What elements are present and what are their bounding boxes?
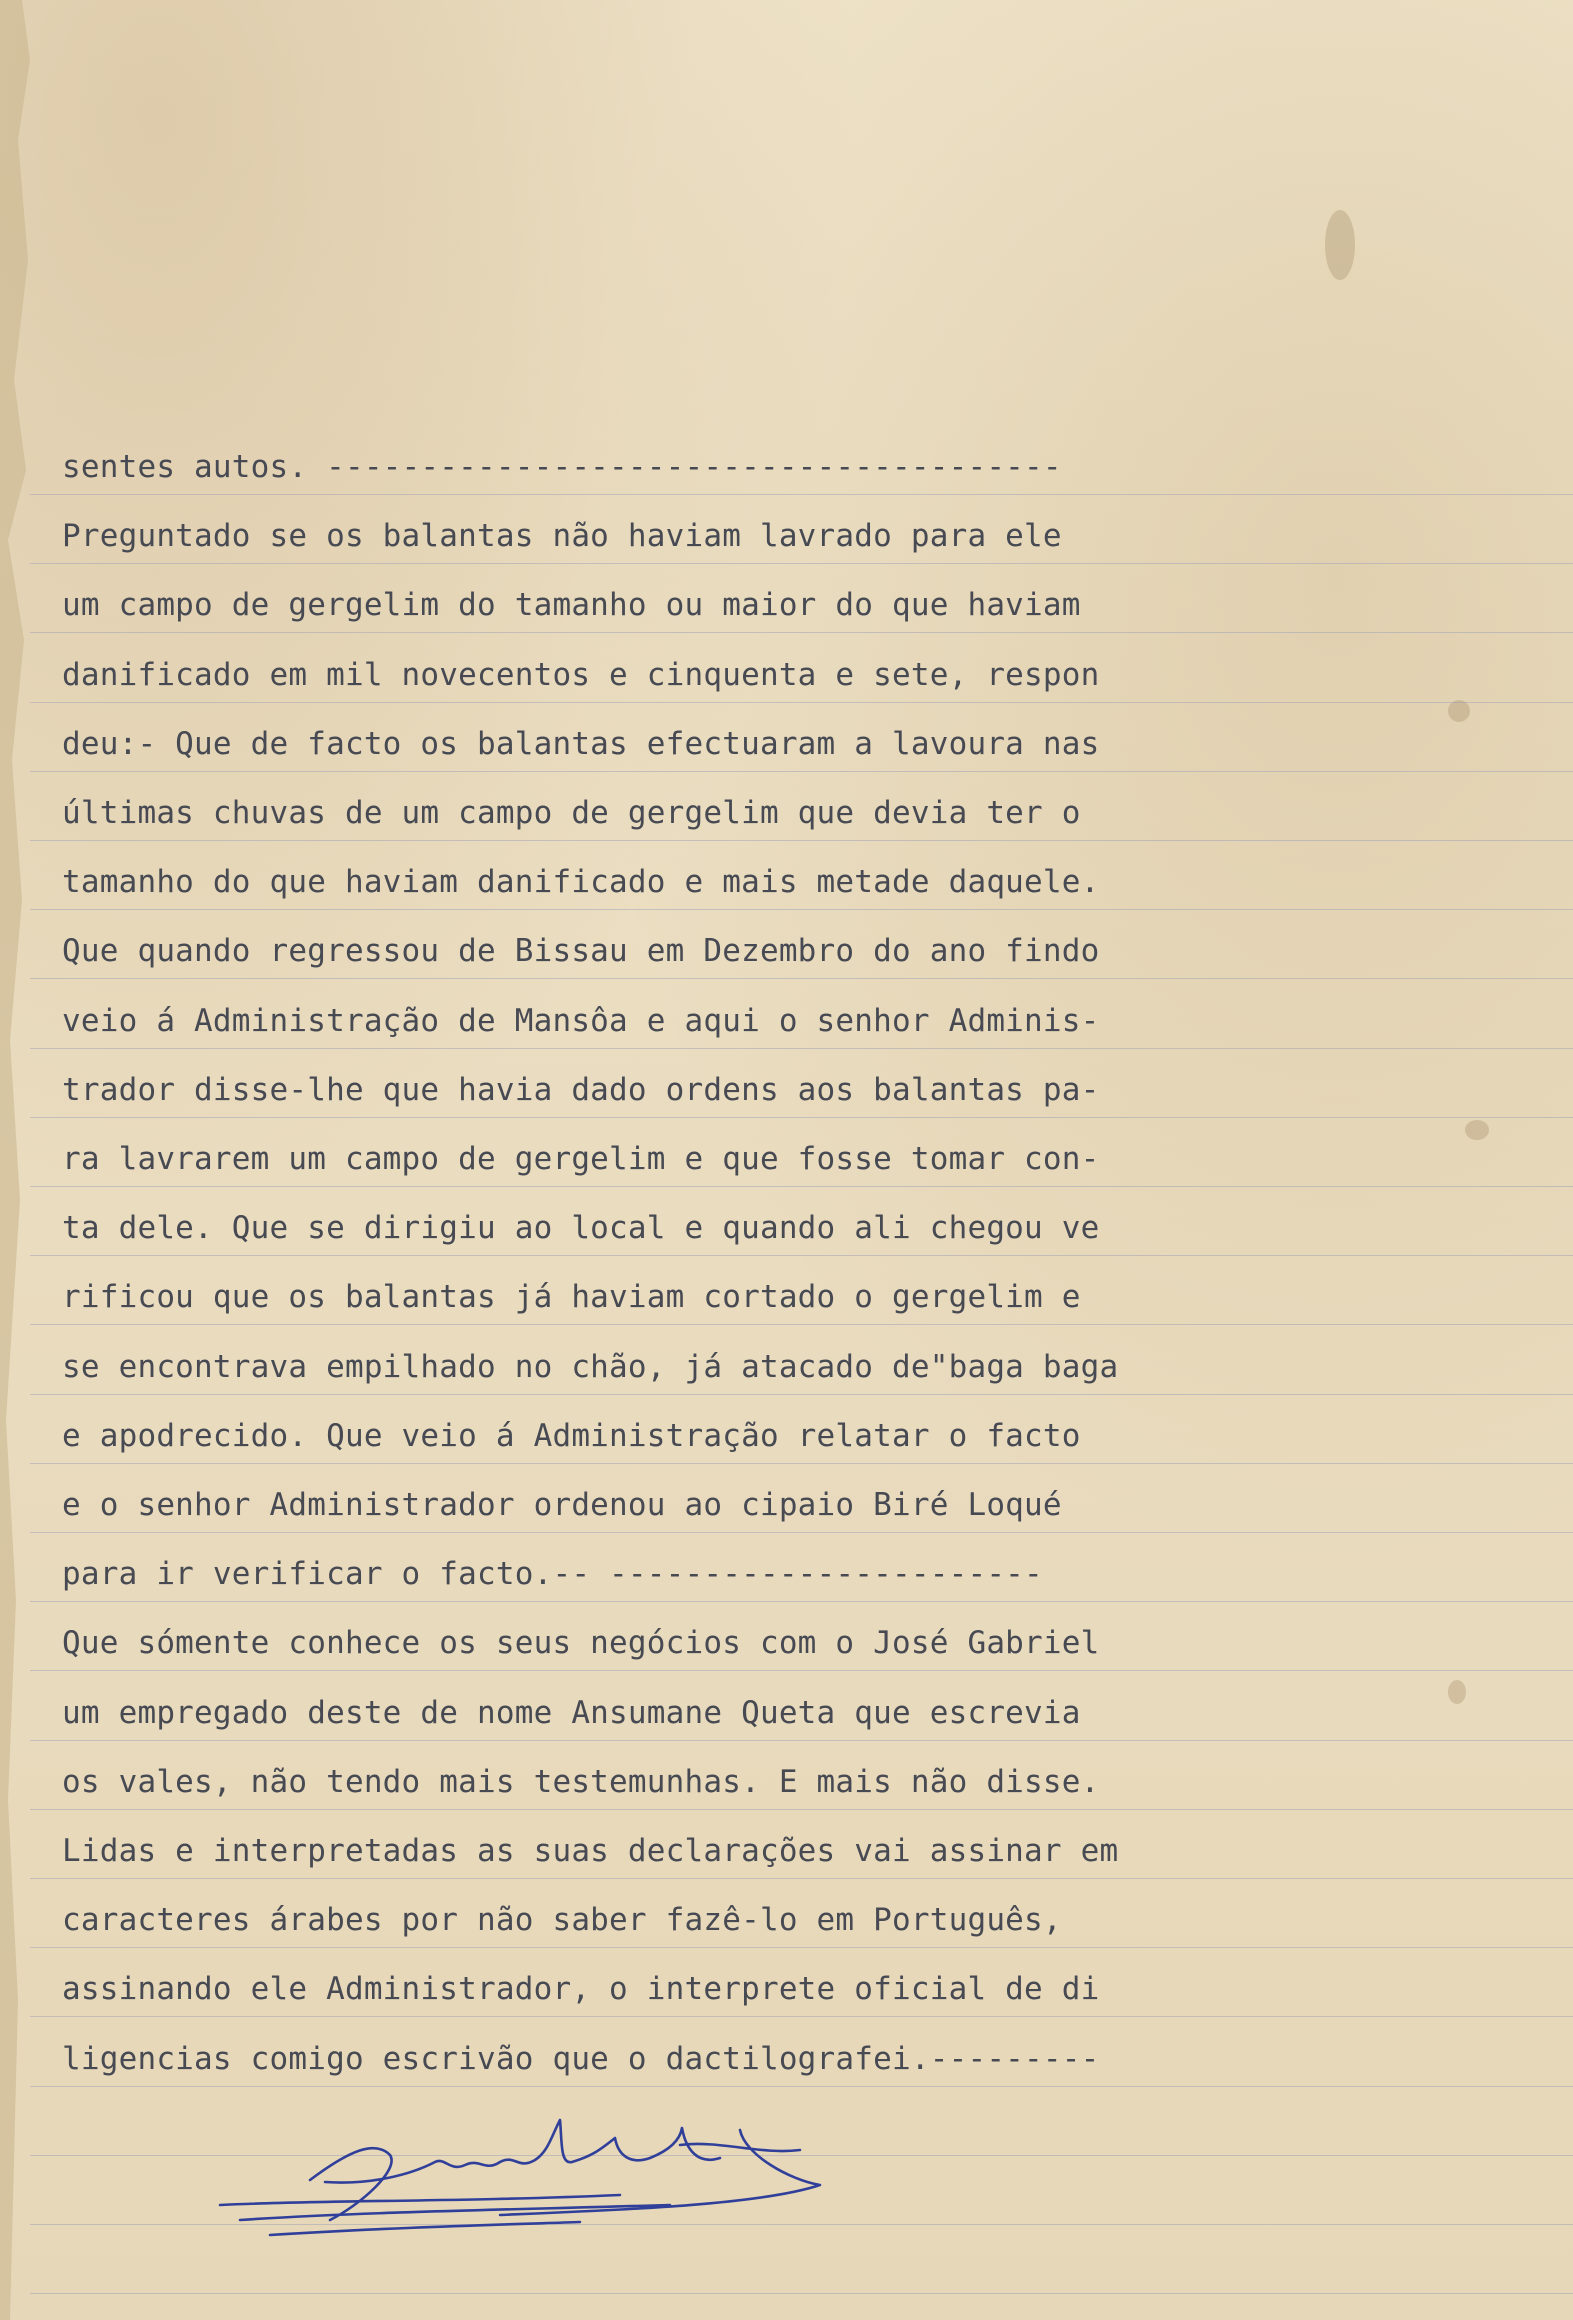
ruled-line (30, 771, 1573, 772)
text-line: sentes autos. --------------------------------------- (62, 449, 1062, 485)
paper-stain (1325, 210, 1355, 280)
ruled-line (30, 1947, 1573, 1948)
paper-stain (1448, 1680, 1466, 1704)
ruled-line (30, 1809, 1573, 1810)
text-line: danificado em mil novecentos e cinquenta e sete, respon (62, 656, 1100, 693)
ruled-line (30, 632, 1573, 633)
ruled-line (30, 978, 1573, 979)
text-line: um campo de gergelim do tamanho ou maior do que haviam (62, 587, 1081, 624)
text-line: ligencias comigo escrivão que o dactilografei.--------- (62, 2040, 1100, 2077)
ruled-line (30, 1394, 1573, 1395)
ruled-line (30, 2016, 1573, 2017)
ruled-line (30, 840, 1573, 841)
ruled-line (30, 2293, 1573, 2294)
text-line: e o senhor Administrador ordenou ao cipaio Biré Loqué (62, 1487, 1062, 1523)
handwritten-signature (200, 2110, 880, 2260)
text-line: caracteres árabes por não saber fazê-lo em Português, (62, 1902, 1062, 1939)
ruled-line (30, 1324, 1573, 1325)
ruled-line (30, 1740, 1573, 1741)
ruled-line (30, 1878, 1573, 1879)
ruled-line (30, 1670, 1573, 1671)
text-line: assinando ele Administrador, o interprete oficial de di (62, 1971, 1100, 2008)
text-line: rificou que os balantas já haviam cortado o gergelim e (62, 1279, 1081, 1316)
ruled-line (30, 909, 1573, 910)
text-line: se encontrava empilhado no chão, já atacado de"baga baga (62, 1348, 1119, 1385)
ruled-line (30, 1463, 1573, 1464)
text-line: ta dele. Que se dirigiu ao local e quando ali chegou ve (62, 1210, 1100, 1247)
paper-stain (1465, 1120, 1489, 1140)
ruled-line (30, 1255, 1573, 1256)
text-line: os vales, não tendo mais testemunhas. E mais não disse. (62, 1763, 1100, 1800)
ruled-line (30, 2086, 1573, 2087)
torn-paper-edge (0, 0, 40, 2320)
ruled-line (30, 1186, 1573, 1187)
text-line: ra lavrarem um campo de gergelim e que fosse tomar con- (62, 1141, 1100, 1177)
ruled-line (30, 1117, 1573, 1118)
ruled-line (30, 1048, 1573, 1049)
text-line: Que sómente conhece os seus negócios com o José Gabriel (62, 1625, 1100, 1662)
text-line: trador disse-lhe que havia dado ordens aos balantas pa- (62, 1071, 1100, 1108)
ruled-line (30, 1601, 1573, 1602)
text-line: Lidas e interpretadas as suas declarações vai assinar em (62, 1833, 1119, 1869)
text-line: veio á Administração de Mansôa e aqui o senhor Adminis- (62, 1002, 1100, 1039)
text-line: para ir verificar o facto.-- ----------------------- (62, 1556, 1043, 1593)
ruled-line (30, 494, 1573, 495)
text-line: Preguntado se os balantas não haviam lavrado para ele (62, 518, 1062, 555)
paper-stain (1448, 700, 1470, 722)
text-line: deu:- Que de facto os balantas efectuaram a lavoura nas (62, 725, 1100, 762)
text-line: Que quando regressou de Bissau em Dezembro do ano findo (62, 933, 1100, 970)
text-line: últimas chuvas de um campo de gergelim que devia ter o (62, 795, 1081, 831)
text-line: tamanho do que haviam danificado e mais metade daquele. (62, 864, 1100, 901)
ruled-line (30, 1532, 1573, 1533)
ruled-line (30, 702, 1573, 703)
text-line: e apodrecido. Que veio á Administração relatar o facto (62, 1417, 1081, 1454)
ruled-line (30, 563, 1573, 564)
text-line: um empregado deste de nome Ansumane Queta que escrevia (62, 1694, 1081, 1731)
